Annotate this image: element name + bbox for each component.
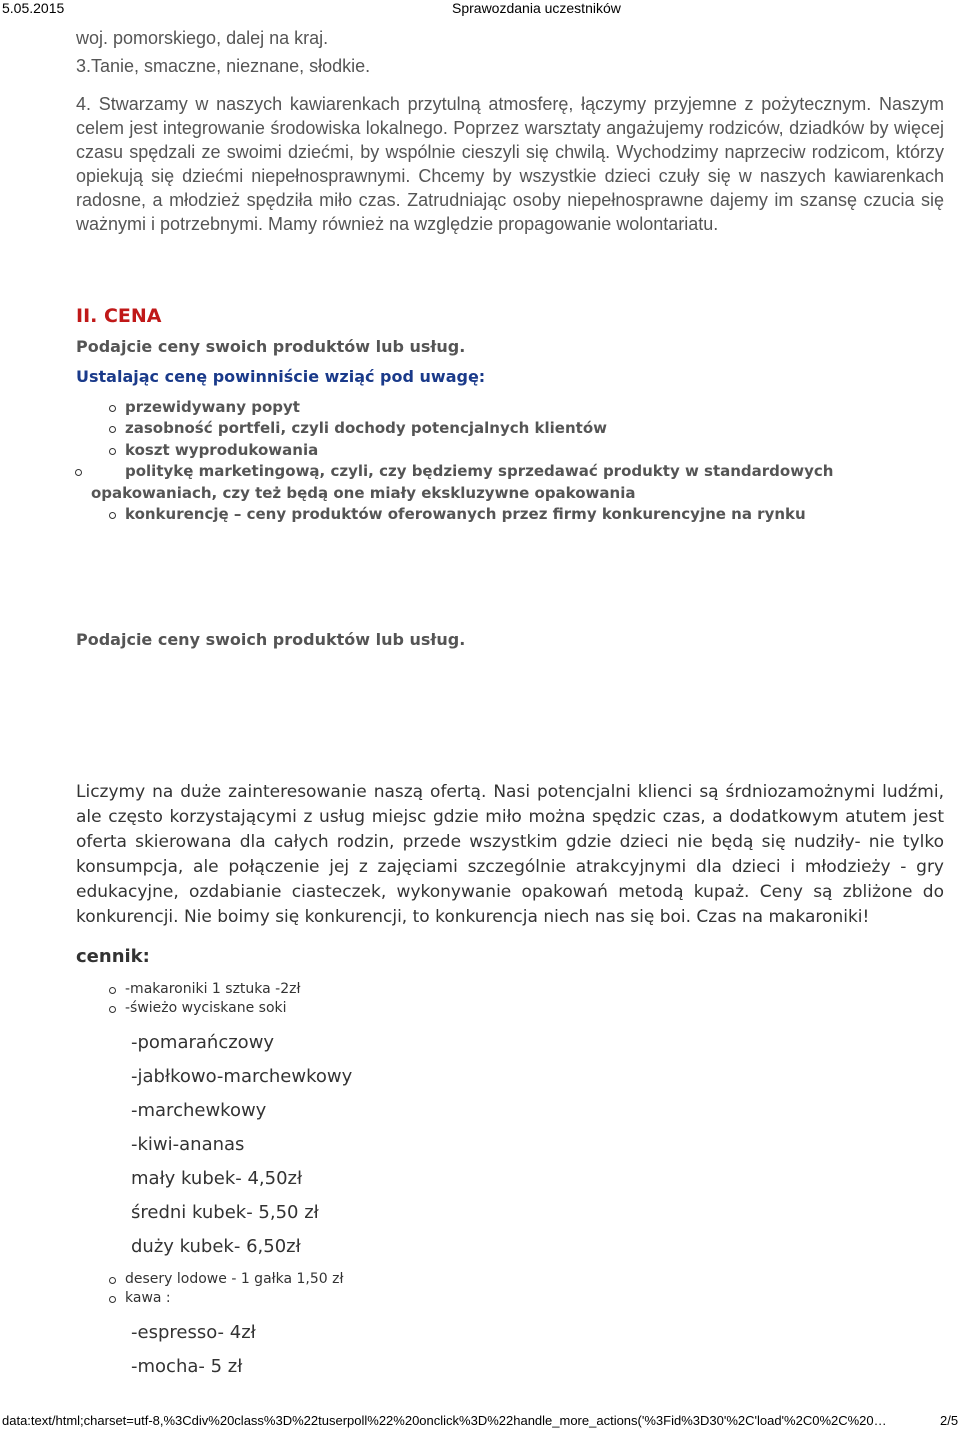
pricelist-heading: cennik:: [76, 946, 150, 968]
juice-price: duży kubek- 6,50zł: [131, 1236, 301, 1258]
intro-line-2: 3.Tanie, smaczne, nieznane, słodkie.: [76, 56, 371, 76]
juice-item: -pomarańczowy: [131, 1032, 275, 1054]
coffee-item: -espresso- 4zł: [131, 1322, 256, 1344]
juice-item: -kiwi-ananas: [131, 1134, 245, 1156]
intro-line-1: woj. pomorskiego, dalej na kraj.: [76, 28, 329, 48]
bullet-icon: [109, 512, 116, 519]
juice-item: -jabłkowo-marchewkowy: [131, 1066, 353, 1088]
list-item: politykę marketingową, czyli, czy będziemy sprzedawać produkty w standardowych opakowaniach, czy też będą one miały ekskluzywne opakowania: [42, 461, 944, 504]
coffee-list: [76, 1316, 944, 1384]
bullet-icon: [109, 1296, 116, 1303]
list-item: konkurencję – ceny produktów oferowanych przez firmy konkurencyjne na rynku: [76, 504, 944, 525]
pricelist-items-a: [76, 980, 944, 1018]
list-item: zasobność portfeli, czyli dochody potencjalnych klientów: [76, 418, 944, 439]
list-item: koszt wyprodukowania: [76, 440, 944, 461]
criteria-heading: Ustalając cenę powinniście wziąć pod uwagę:: [76, 367, 486, 386]
bullet-icon: [109, 987, 116, 994]
juice-list: [76, 1026, 944, 1264]
bullet-icon: [109, 1006, 116, 1013]
list-item: desery lodowe - 1 gałka 1,50 zł: [76, 1270, 944, 1289]
document-body: [76, 26, 944, 1384]
list-item: przewidywany popyt: [76, 397, 944, 418]
juice-price: mały kubek- 4,50zł: [131, 1168, 303, 1190]
bullet-icon: [109, 405, 116, 412]
list-item: -świeżo wyciskane soki: [76, 999, 944, 1018]
bullet-icon: [109, 448, 116, 455]
bullet-icon: [109, 1277, 116, 1284]
coffee-item: -mocha- 5 zł: [131, 1356, 243, 1378]
print-source-url: data:text/html;charset=utf-8,%3Cdiv%20class%3D%22tuserpoll%22%20onclick%3D%22handle_more_actions('%3Fid%3D30'%2C'load'%2C0%2C%20…: [2, 1413, 887, 1428]
section-subtitle-repeat: Podajcie ceny swoich produktów lub usług.: [76, 630, 466, 650]
print-date: 5.05.2015: [2, 0, 65, 16]
pricelist-items-b: [76, 1270, 944, 1308]
list-item: kawa :: [76, 1289, 944, 1308]
juice-item: -marchewkowy: [131, 1100, 267, 1122]
criteria-list: [76, 397, 944, 525]
juice-price: średni kubek- 5,50 zł: [131, 1202, 319, 1224]
section-subtitle: Podajcie ceny swoich produktów lub usług.: [76, 337, 466, 356]
page-number: 2/5: [940, 1413, 959, 1428]
section-heading: II. CENA: [76, 305, 162, 327]
intro-paragraph-4: 4. Stwarzamy w naszych kawiarenkach przytulną atmosferę, łączymy przyjemne z pożytecznym. Naszym celem jest integrowanie środowiska lokalnego. Poprzez warsztaty angażujemy rodziców, dziadków by więcej czasu spędzali ze swoimi dziećmi, by wspólnie cieszyli się chwilą. Wychodzimy naprzeciw rodzicom, którzy opiekują się dziećmi niepełnosprawnymi. Chcemy by wszystkie dzieci czuły się w naszych kawiarenkach radosne, a młodzież spędziła miło czas. Zatrudniając osoby niepełnosprawne dajemy im szansę czucia się ważnymi i potrzebnymi. Mamy również na względzie propagowanie wolontariatu.: [76, 94, 944, 234]
answer-paragraph: Liczymy na duże zainteresowanie naszą ofertą. Nasi potencjalni klienci są śrdniozamożnymi ludźmi, ale często korzystającymi z usług miejsc gdzie miło można spędzic czas, a dodatkowym atutem jest oferta skierowana dla całych rodzin, przede wszystkim gdzie dzieci nie będą się nudziły- nie tylko konsumpcja, ale połączenie jej z zajęciami szczególnie atrakcyjnymi dla dzieci i młodzieży - gry edukacyjne, ozdabianie ciasteczek, wykonywanie opakowań metodą kupaż. Ceny są zbliżone do konkurencji. Nie boimy się konkurencji, to konkurencja niech nas się boi. Czas na makaroniki!: [76, 782, 944, 928]
list-item: -makaroniki 1 sztuka -2zł: [76, 980, 944, 999]
print-page-title: Sprawozdania uczestników: [452, 0, 621, 16]
